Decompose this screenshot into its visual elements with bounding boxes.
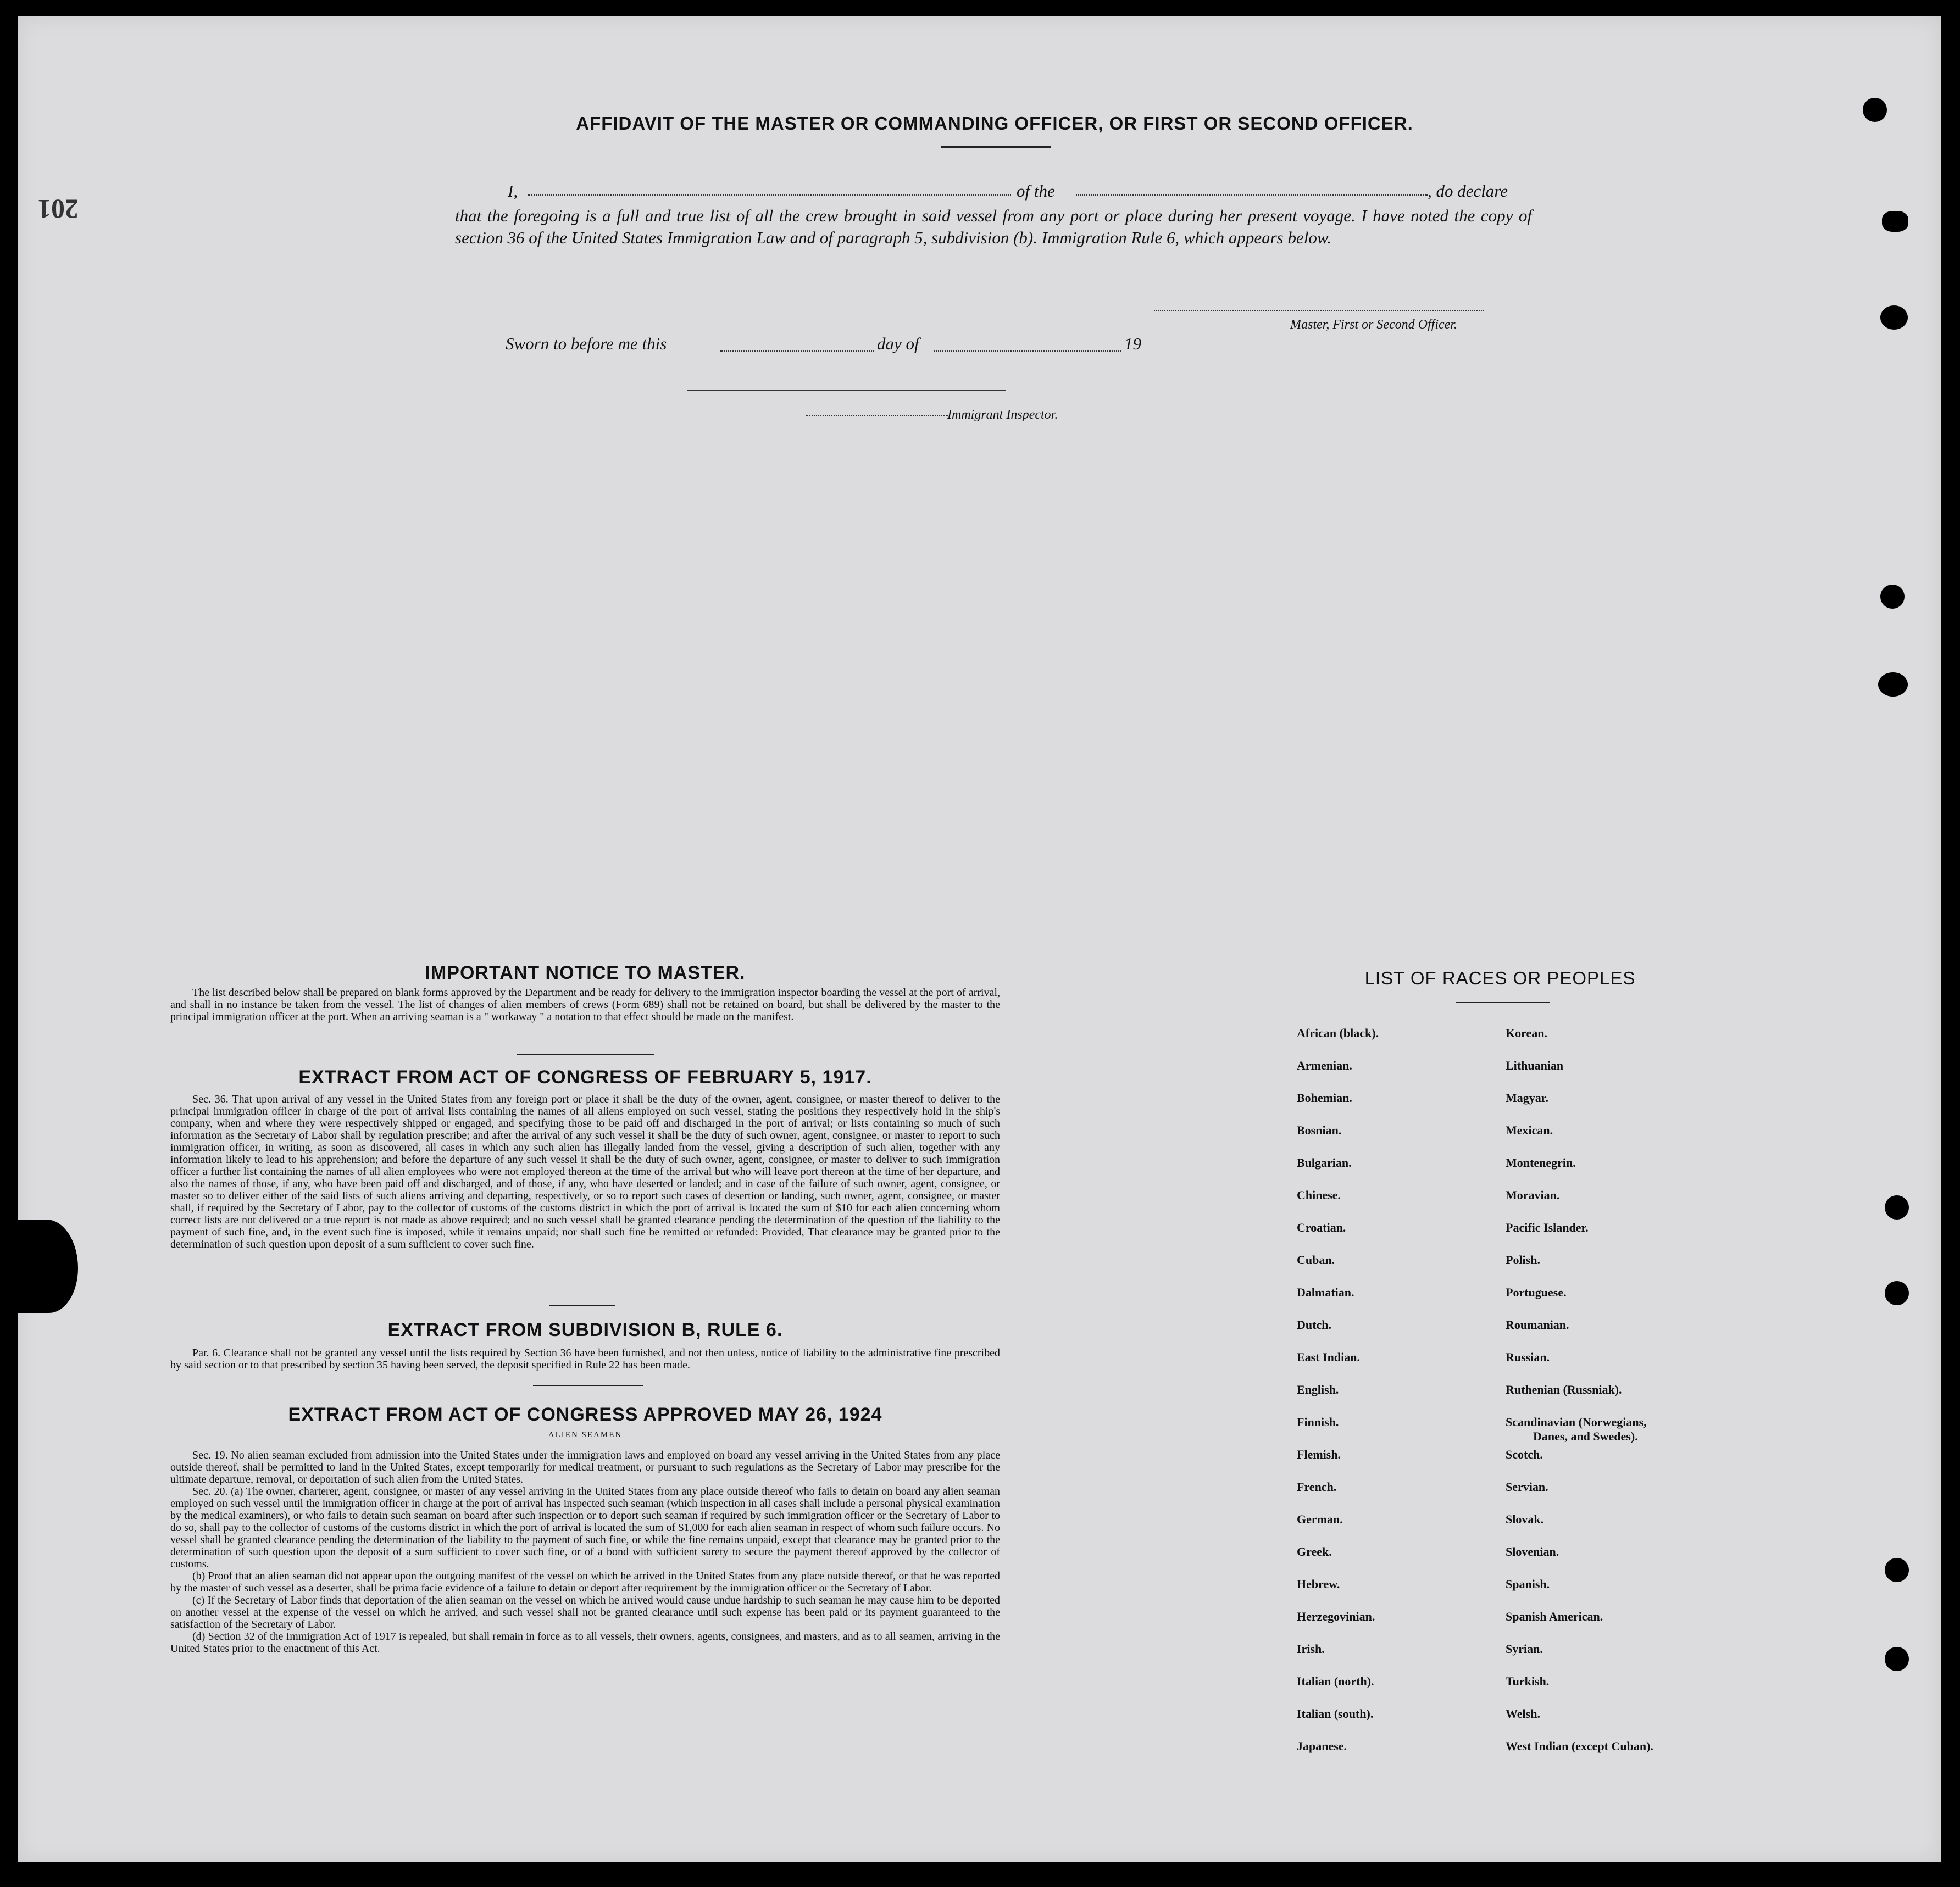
race-entry: Hebrew.	[1297, 1577, 1340, 1591]
race-entry: Bosnian.	[1297, 1123, 1342, 1137]
day-of-label: day of	[877, 334, 919, 353]
race-entry: Roumanian.	[1506, 1318, 1569, 1332]
binder-hole	[1885, 1558, 1909, 1582]
sworn-label: Sworn to before me this	[506, 334, 667, 353]
extract-1924-paragraph: Sec. 20. (a) The owner, charterer, agent, consignee, or master of any vessel arriving in the United States from any place outside thereof who fails to detain on board any alien seaman employed on such vessel until the immigration officer in charge at the port of arrival has inspected such seaman (which inspection in all cases shall include a personal physical examination by the medical examiners), or who fails to detain such seaman on board after such inspection or to deport such seaman if required by such immigration officer or the Secretary of Labor to do so, shall pay to the collector of customs of the customs district in which the port of arrival is located the sum of $1,000 for each alien seaman in respect of whom such failure occurs. No vessel shall be granted clearance pending the determination of the liability to the payment of such fine, or while the fine remains unpaid, except that clearance may be granted prior to the determination of such question upon the deposit of a sum sufficient to cover such fine, or of a bond with sufficient surety to secure the payment thereof approved by the collector of customs.	[170, 1485, 1000, 1570]
race-entry: German.	[1297, 1512, 1343, 1526]
extract-rule6-title: EXTRACT FROM SUBDIVISION B, RULE 6.	[387, 1320, 783, 1340]
section-rule	[549, 1305, 615, 1306]
notice-paragraph: The list described below shall be prepared on blank forms approved by the Department and be ready for delivery to the immigration inspector boarding the vessel at the port of arrival, and shall in no instance be taken from the vessel. The list of changes of alien members of crews (Form 689) shall not be retained on board, but shall be delivered by the master to the principal immigration officer at the port. When an arriving seaman is a " workaway " a notation to that effect should be made on the manifest.	[170, 987, 1000, 1023]
sworn-month-field[interactable]	[934, 350, 1121, 352]
race-entry: French.	[1297, 1480, 1337, 1494]
seal-line	[687, 390, 1006, 391]
extract-1924-paragraph: (d) Section 32 of the Immigration Act of 1917 is repealed, but shall remain in force as to all vessels, their owners, agents, consignees, and masters, and as to all seamen, arriving in the United States prior to the enactment of this Act.	[170, 1630, 1000, 1655]
affidavit-i-label: I,	[508, 181, 518, 201]
races-title: LIST OF RACES OR PEOPLES	[1364, 968, 1636, 988]
binder-hole	[1885, 1281, 1909, 1305]
sworn-day-field[interactable]	[720, 350, 874, 352]
race-entry: Mexican.	[1506, 1123, 1553, 1137]
race-entry: Turkish.	[1506, 1674, 1550, 1688]
section-rule	[517, 1054, 654, 1055]
race-entry: Lithuanian	[1506, 1059, 1564, 1072]
race-entry: Finnish.	[1297, 1415, 1339, 1429]
race-entry: Dutch.	[1297, 1318, 1331, 1332]
race-entry: Korean.	[1506, 1026, 1547, 1040]
notice-title: IMPORTANT NOTICE TO MASTER.	[425, 962, 746, 983]
title-rule	[941, 146, 1051, 148]
race-entry: Herzegovinian.	[1297, 1610, 1375, 1623]
extract-1924-text	[170, 1449, 1000, 1655]
race-entry: East Indian.	[1297, 1350, 1360, 1364]
affidavit-title: AFFIDAVIT OF THE MASTER OR COMMANDING OFFICER, OR FIRST OR SECOND OFFICER.	[576, 113, 1413, 133]
affidavit-declaration: that the foregoing is a full and true list of all the crew brought in said vessel from any port or place during her present voyage. I have noted the copy of section 36 of the United States Immigration Law and of paragraph 5, subdivision (b). Immigration Rule 6, which appears below.	[455, 206, 1532, 247]
races-title-rule	[1456, 1002, 1550, 1003]
of-the-label: of the	[1017, 181, 1055, 201]
binder-hole	[1880, 305, 1908, 330]
binder-hole	[1885, 1647, 1909, 1671]
race-entry: Italian (north).	[1297, 1674, 1374, 1688]
race-entry: Greek.	[1297, 1545, 1332, 1558]
alien-seamen-subtitle: ALIEN SEAMEN	[548, 1430, 623, 1439]
extract-1917-text	[170, 1093, 1000, 1250]
race-entry: Scandinavian (Norwegians,	[1506, 1415, 1647, 1429]
race-entry: Spanish.	[1506, 1577, 1550, 1591]
extract-1917-paragraph: Sec. 36. That upon arrival of any vessel in the United States from any foreign port or place it shall be the duty of the owner, agent, consignee, or master thereof to deliver to the principal immigration officer in charge of the port of arrival lists containing the names of all aliens employed on such vessel, stating the positions they respectively hold in the ship's company, when and where they were respectively shipped or engaged, and specifying those to be paid off and discharged in the port of arrival; or lists containing so much of such information as the Secretary of Labor shall by regulation prescribe; and after the arrival of any such vessel it shall be the duty of such owner, agent, consignee, or master to report to such immigration officer, in writing, as soon as discovered, all cases in which any such alien has illegally landed from the vessel, giving a description of such alien, together with any information likely to lead to his apprehension; and before the departure of any such vessel it shall be the duty of such owner, agent, consignee, or master to deliver to such immigration officer a further list containing the names of all alien employees who were not employed thereon at the time of the arrival but who will leave port thereon at the time of her departure, and also the names of those, if any, who have been paid off and discharged, and of those, if any, who have deserted or landed; and in case of the failure of such owner, agent, consignee, or master so to deliver either of the said lists of such aliens arriving and departing, respectively, or so to report such cases of desertion or landing, such owner, agent, consignee, or master shall, if required by the Secretary of Labor, pay to the collector of customs of the customs district in which the port of arrival is located the sum of $10 for each alien concerning whom correct lists are not delivered or a true report is not made as above required; and no such vessel shall be granted clearance pending the determination of the question of the liability to the payment of such fine, and, in the event such fine is imposed, while it remains unpaid; nor shall such fine be remitted or refunded: Provided, That clearance may be granted prior to the determination of such question upon deposit of a sum sufficient to cover such fine.	[170, 1093, 1000, 1250]
extract-rule6-paragraph: Par. 6. Clearance shall not be granted any vessel until the lists required by Section 36 have been furnished, and not then unless, notice of liability to the administrative fine prescribed by said section or to that prescribed by section 35 having been served, the deposit specified in Rule 22 has been made.	[170, 1347, 1000, 1371]
race-entry: West Indian (except Cuban).	[1506, 1739, 1653, 1753]
extract-1917-title: EXTRACT FROM ACT OF CONGRESS OF FEBRUARY 5, 1917.	[298, 1067, 872, 1088]
name-field[interactable]	[528, 194, 1011, 196]
race-entry: Scotch.	[1506, 1448, 1543, 1461]
race-entry: Bohemian.	[1297, 1091, 1352, 1105]
vessel-field[interactable]	[1076, 194, 1428, 196]
race-entry: Italian (south).	[1297, 1707, 1374, 1721]
inspector-caption: Immigrant Inspector.	[947, 408, 1058, 422]
do-declare-label: , do declare	[1428, 181, 1508, 201]
extract-1924-title: EXTRACT FROM ACT OF CONGRESS APPROVED MAY 26, 1924	[288, 1404, 882, 1425]
race-entry: Servian.	[1506, 1480, 1548, 1494]
race-entry: Welsh.	[1506, 1707, 1540, 1721]
binder-hole	[1885, 1195, 1909, 1220]
race-entry: Bulgarian.	[1297, 1156, 1352, 1170]
notice-text	[170, 987, 1000, 1023]
race-entry: Russian.	[1506, 1350, 1550, 1364]
race-entry: Spanish American.	[1506, 1610, 1603, 1623]
binder-hole	[1863, 98, 1887, 122]
signature-caption: Master, First or Second Officer.	[1290, 318, 1457, 332]
race-entry: Slovak.	[1506, 1512, 1544, 1526]
extract-1924-paragraph: (b) Proof that an alien seaman did not appear upon the outgoing manifest of the vessel on which he arrived in the United States from any place outside thereof, or that he was reported by the master of such vessel as a deserter, shall be prima facie evidence of a failure to detain or deport after requirement by the immigration officer or the Secretary of Labor.	[170, 1570, 1000, 1594]
race-entry: Montenegrin.	[1506, 1156, 1576, 1170]
race-entry: Ruthenian (Russniak).	[1506, 1383, 1622, 1396]
page-notch	[18, 1220, 78, 1313]
race-entry: Cuban.	[1297, 1253, 1335, 1267]
race-entry: English.	[1297, 1383, 1339, 1396]
race-entry: Polish.	[1506, 1253, 1540, 1267]
race-entry: Magyar.	[1506, 1091, 1549, 1105]
race-entry: African (black).	[1297, 1026, 1379, 1040]
binder-hole	[1880, 585, 1905, 609]
race-entry: Chinese.	[1297, 1188, 1341, 1202]
race-entry: Moravian.	[1506, 1188, 1560, 1202]
margin-number: 201	[37, 194, 79, 225]
extract-1924-paragraph: Sec. 19. No alien seaman excluded from admission into the United States under the immigration laws and employed on board any vessel arriving in the United States from any place outside thereof, shall be permitted to land in the United States, except temporarily for medical treatment, or pursuant to such regulations as the Secretary of Labor may prescribe for the ultimate departure, removal, or deportation of such alien from the United States.	[170, 1449, 1000, 1485]
race-entry: Dalmatian.	[1297, 1285, 1354, 1299]
extract-1924-paragraph: (c) If the Secretary of Labor finds that deportation of the alien seaman on the vessel on which he arrived would cause undue hardship to such seaman he may cause him to be deported on another vessel at the expense of the vessel on which he arrived, and such vessel shall not be granted clearance until such expense has been paid or its payment guaranteed to the satisfaction of the Secretary of Labor.	[170, 1594, 1000, 1630]
race-entry: Portuguese.	[1506, 1285, 1567, 1299]
year-prefix: 19	[1124, 334, 1141, 353]
race-entry: Armenian.	[1297, 1059, 1352, 1072]
extract-rule6-text	[170, 1347, 1000, 1371]
binder-hole	[1882, 211, 1908, 232]
inspector-field[interactable]	[806, 415, 948, 416]
binder-hole	[1878, 672, 1908, 697]
race-entry: Irish.	[1297, 1642, 1325, 1656]
race-entry: Flemish.	[1297, 1448, 1341, 1461]
race-entry: Croatian.	[1297, 1221, 1346, 1234]
race-entry: Japanese.	[1297, 1739, 1347, 1753]
race-entry: Slovenian.	[1506, 1545, 1559, 1558]
signature-field[interactable]	[1154, 310, 1484, 311]
race-entry: Pacific Islander.	[1506, 1221, 1589, 1234]
section-rule	[533, 1385, 643, 1386]
race-entry-continuation: Danes, and Swedes).	[1533, 1429, 1638, 1443]
race-entry: Syrian.	[1506, 1642, 1543, 1656]
